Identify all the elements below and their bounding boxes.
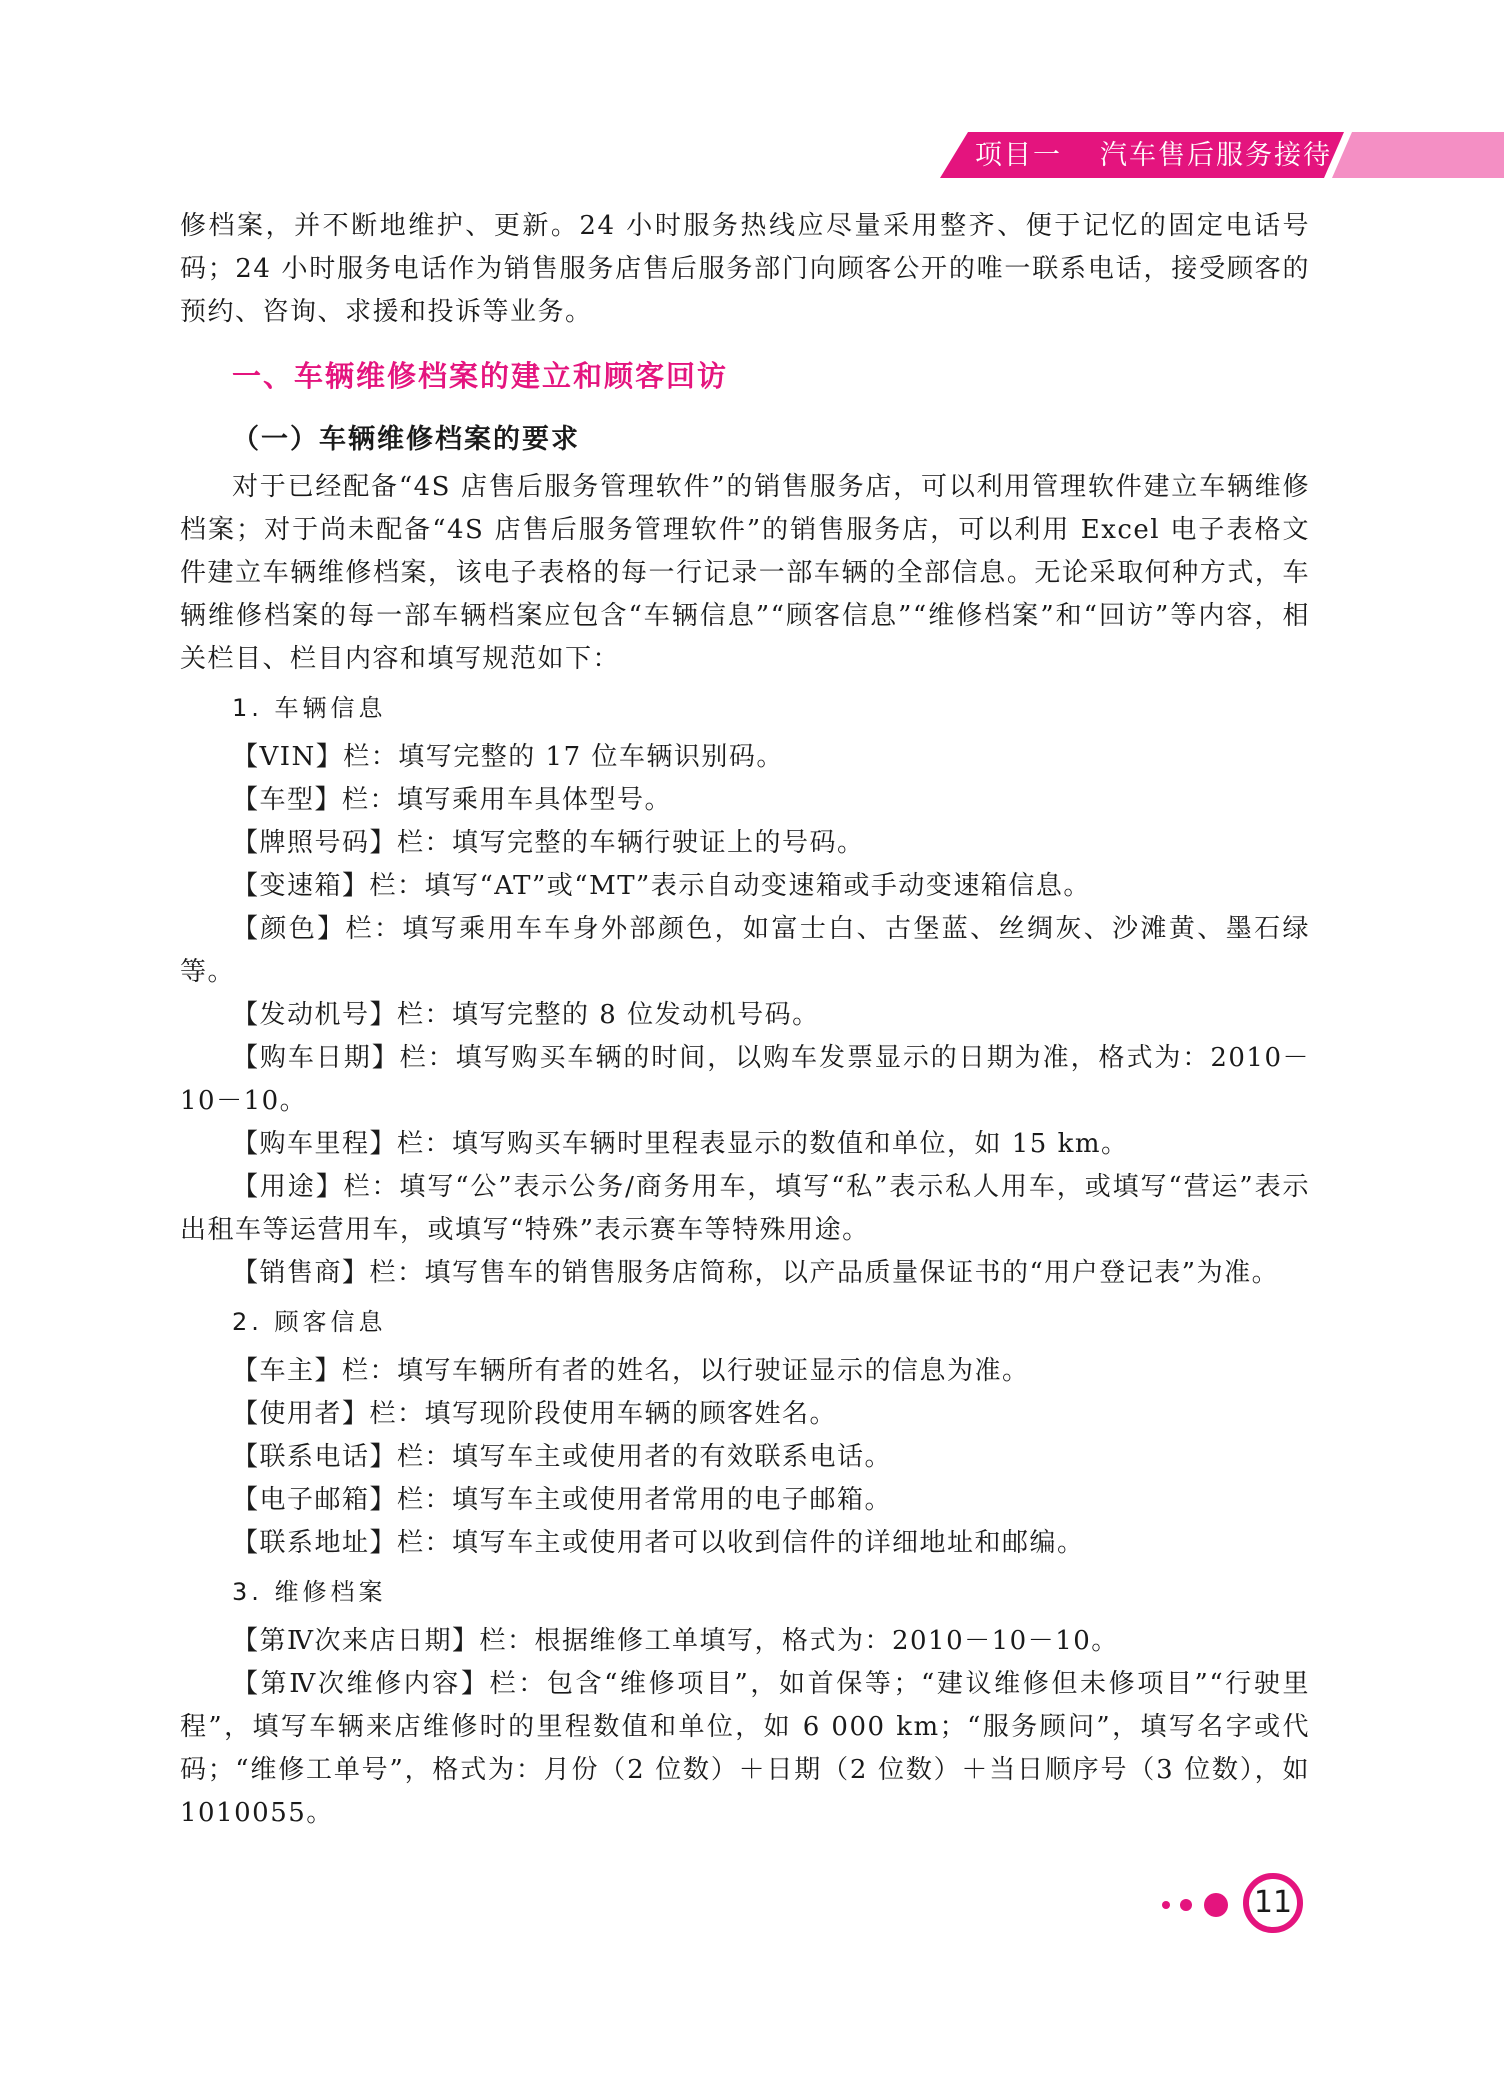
subsection-title: （一）车辆维修档案的要求 (232, 424, 580, 455)
field-address: 【联系地址】栏：填写车主或使用者可以收到信件的详细地址和邮编。 (232, 1528, 1085, 1558)
field-color: 【颜色】栏：填写乘用车车身外部颜色，如富士白、古堡蓝、丝绸灰、沙滩黄、墨石绿等。 (180, 914, 1310, 987)
group-heading-vehicle: 1. 车辆信息 (232, 694, 387, 722)
field-repair-content: 【第Ⅳ次维修内容】栏：包含“维修项目”，如首保等；“建议维修但未修项目”“行驶里程”，填写车辆来店维修时的里程数值和单位，如 6 000 km；“服务顾问”，填写名字或代码；“维修工单号”，格式为：月份（2 位数）＋日期（2 位数）＋当日顺序号（3 位数），如 1010055。 (180, 1669, 1310, 1828)
overview-paragraph: 对于已经配备“4S 店售后服务管理软件”的销售服务店，可以利用管理软件建立车辆维修档案；对于尚未配备“4S 店售后服务管理软件”的销售服务店，可以利用 Excel 电子表格文件建立车辆维修档案，该电子表格的每一行记录一部车辆的全部信息。无论采取何种方式，车辆维修档案的每一部车辆档案应包含“车辆信息”“顾客信息”“维修档案”和“回访”等内容，相关栏目、栏目内容和填写规范如下： (180, 472, 1310, 674)
field-purchase-date: 【购车日期】栏：填写购买车辆的时间，以购车发票显示的日期为准，格式为：2010－10－10。 (180, 1043, 1310, 1116)
field-plate: 【牌照号码】栏：填写完整的车辆行驶证上的号码。 (232, 828, 865, 858)
field-user: 【使用者】栏：填写现阶段使用车辆的顾客姓名。 (232, 1399, 838, 1429)
field-phone: 【联系电话】栏：填写车主或使用者的有效联系电话。 (232, 1442, 893, 1472)
field-model: 【车型】栏：填写乘用车具体型号。 (232, 785, 673, 815)
field-usage: 【用途】栏：填写“公”表示公务/商务用车，填写“私”表示私人用车，或填写“营运”表示出租车等运营用车，或填写“特殊”表示赛车等特殊用途。 (180, 1172, 1310, 1245)
field-email: 【电子邮箱】栏：填写车主或使用者常用的电子邮箱。 (232, 1485, 893, 1515)
field-visit-date: 【第Ⅳ次来店日期】栏：根据维修工单填写，格式为：2010－10－10。 (232, 1626, 1119, 1656)
running-header (975, 136, 1332, 176)
field-owner: 【车主】栏：填写车辆所有者的姓名，以行驶证显示的信息为准。 (232, 1356, 1030, 1386)
field-engine-no: 【发动机号】栏：填写完整的 8 位发动机号码。 (232, 1000, 820, 1030)
header-project: 项目一 (975, 140, 1062, 171)
group-heading-customer: 2. 顾客信息 (232, 1308, 387, 1336)
intro-paragraph: 修档案，并不断地维护、更新。24 小时服务热线应尽量采用整齐、便于记忆的固定电话号码；24 小时服务电话作为销售服务店售后服务部门向顾客公开的唯一联系电话，接受顾客的预约、咨询、求援和投诉等业务。 (180, 211, 1310, 327)
section-title: 一、车辆维修档案的建立和顾客回访 (232, 359, 729, 393)
page-number: 11 (1243, 1873, 1303, 1933)
group-heading-repair: 3. 维修档案 (232, 1578, 387, 1606)
field-dealer: 【销售商】栏：填写售车的销售服务店简称，以产品质量保证书的“用户登记表”为准。 (232, 1258, 1280, 1288)
field-vin: 【VIN】栏：填写完整的 17 位车辆识别码。 (232, 742, 784, 772)
page-number-dots (1160, 1890, 1240, 1920)
field-gearbox: 【变速箱】栏：填写“AT”或“MT”表示自动变速箱或手动变速箱信息。 (232, 871, 1091, 901)
header-title: 汽车售后服务接待 (1100, 140, 1332, 171)
page-body (180, 205, 1310, 1835)
field-purchase-mileage: 【购车里程】栏：填写购买车辆时里程表显示的数值和单位，如 15 km。 (232, 1129, 1129, 1159)
